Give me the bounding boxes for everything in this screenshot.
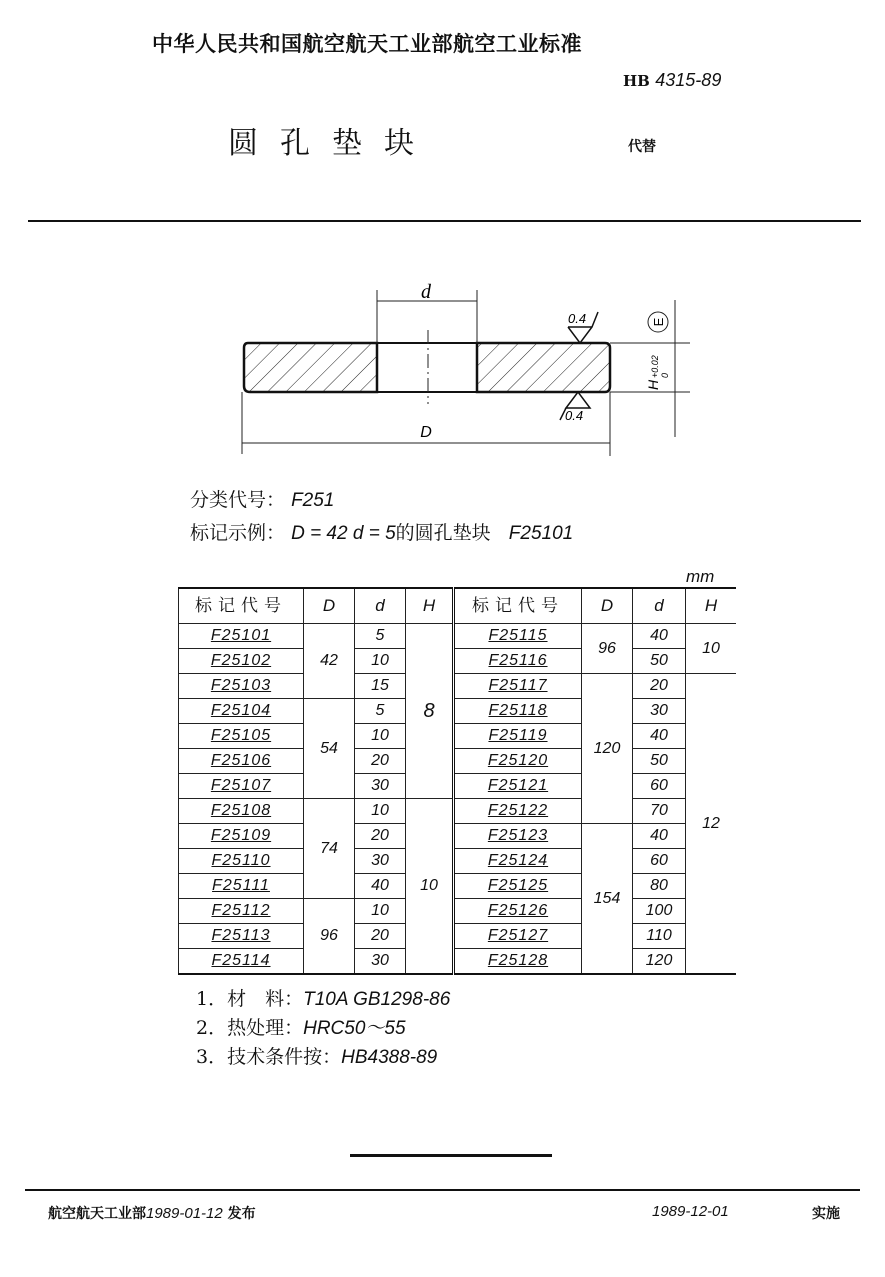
d-cell: 10 — [355, 799, 406, 824]
standard-prefix: HB — [623, 72, 650, 90]
standard-code: 4315-89 — [655, 70, 722, 90]
d-cell: 110 — [633, 924, 686, 949]
code-cell: F25106 — [179, 749, 304, 774]
marking-label: 标记示例： — [190, 522, 286, 544]
classification-label: 分类代号： — [190, 489, 286, 511]
code-cell: F25116 — [454, 649, 582, 674]
code-cell: F25115 — [454, 624, 582, 649]
col-header-H: H — [406, 588, 454, 624]
roughness-bottom-icon — [566, 392, 590, 408]
d-cell: 30 — [355, 849, 406, 874]
table-row — [179, 949, 737, 975]
H-cell: 10 — [686, 624, 737, 674]
table-row — [179, 699, 737, 724]
D-cell: 96 — [582, 624, 633, 674]
d-cell: 60 — [633, 849, 686, 874]
washer-section-drawing — [230, 282, 700, 462]
table-header-row — [179, 588, 737, 624]
marking-dims: D = 42 d = 5 — [291, 523, 396, 544]
unit-label: mm — [686, 567, 715, 586]
H-cell: 12 — [686, 674, 737, 975]
code-cell: F25125 — [454, 874, 582, 899]
header-divider — [28, 220, 861, 222]
col-header-D: D — [582, 588, 633, 624]
H-cell: 10 — [406, 799, 454, 975]
replaces-label: 代替 — [628, 139, 656, 155]
code-cell: F25113 — [179, 924, 304, 949]
svg-text:0: 0 — [660, 372, 670, 378]
d-cell: 30 — [633, 699, 686, 724]
d-cell: 50 — [633, 749, 686, 774]
table-row — [179, 774, 737, 799]
code-cell: F25126 — [454, 899, 582, 924]
table-row — [179, 824, 737, 849]
code-cell: F25101 — [179, 624, 304, 649]
table-row — [179, 924, 737, 949]
code-cell: F25124 — [454, 849, 582, 874]
H-cell: 8 — [406, 624, 454, 799]
d-cell: 40 — [355, 874, 406, 899]
code-cell: F25109 — [179, 824, 304, 849]
issue-date: 1989-01-12 — [146, 1205, 223, 1222]
col-header-H: H — [686, 588, 737, 624]
d-cell: 20 — [355, 824, 406, 849]
issue-info — [48, 1203, 256, 1223]
code-cell: F25112 — [179, 899, 304, 924]
note-material: 1．材 料：T10A GB1298-86 — [196, 988, 451, 1010]
code-cell: F25119 — [454, 724, 582, 749]
d-cell: 10 — [355, 724, 406, 749]
table-row — [179, 899, 737, 924]
bore-dim-label: d — [421, 282, 431, 303]
height-dim-label: H — [645, 379, 661, 390]
svg-text:0.4: 0.4 — [568, 311, 587, 326]
col-header-D: D — [304, 588, 355, 624]
marking-code: F25101 — [508, 523, 574, 544]
d-cell: 40 — [633, 624, 686, 649]
D-cell: 96 — [304, 899, 355, 975]
d-cell: 40 — [633, 724, 686, 749]
d-cell: 40 — [633, 824, 686, 849]
code-cell: F25118 — [454, 699, 582, 724]
table-row — [179, 649, 737, 674]
code-cell: F25128 — [454, 949, 582, 975]
code-cell: F25120 — [454, 749, 582, 774]
document-title: 圆孔垫块 — [228, 126, 436, 161]
issuer: 航空航天工业部 — [48, 1206, 146, 1222]
code-cell: F25105 — [179, 724, 304, 749]
table-row — [179, 799, 737, 824]
technical-notes — [196, 985, 450, 1072]
table-row — [179, 624, 737, 649]
d-cell: 70 — [633, 799, 686, 824]
d-cell: 5 — [355, 699, 406, 724]
classification-code: F251 — [291, 490, 335, 511]
code-cell: F25108 — [179, 799, 304, 824]
d-cell: 80 — [633, 874, 686, 899]
code-cell: F25104 — [179, 699, 304, 724]
table-row — [179, 674, 737, 699]
d-cell: 50 — [633, 649, 686, 674]
d-cell: 30 — [355, 949, 406, 975]
D-cell: 74 — [304, 799, 355, 899]
code-cell: F25107 — [179, 774, 304, 799]
d-cell: 100 — [633, 899, 686, 924]
end-rule — [350, 1154, 552, 1157]
d-cell: 30 — [355, 774, 406, 799]
code-cell: F25102 — [179, 649, 304, 674]
D-cell: 154 — [582, 824, 633, 975]
issue-label: 发布 — [227, 1206, 256, 1222]
d-cell: 20 — [355, 924, 406, 949]
d-cell: 20 — [355, 749, 406, 774]
note-heat-treatment: 2．热处理：HRC50～55 — [196, 1017, 406, 1039]
code-cell: F25127 — [454, 924, 582, 949]
classification-line — [190, 485, 334, 512]
issuing-organization: 中华人民共和国航空航天工业部航空工业标准 — [152, 32, 582, 56]
d-cell: 5 — [355, 624, 406, 649]
outer-dim-label: D — [420, 424, 432, 441]
d-cell: 15 — [355, 674, 406, 699]
standard-number — [623, 70, 721, 91]
code-cell: F25122 — [454, 799, 582, 824]
table-row — [179, 749, 737, 774]
code-cell: F25110 — [179, 849, 304, 874]
spec-table — [178, 587, 736, 975]
d-cell: 120 — [633, 949, 686, 975]
marking-text: 的圆孔垫块 — [395, 522, 491, 544]
marking-example-line — [190, 518, 573, 545]
col-header-d: d — [633, 588, 686, 624]
code-cell: F25111 — [179, 874, 304, 899]
svg-text:0.4: 0.4 — [565, 408, 584, 423]
col-header-code: 标记代号 — [179, 588, 304, 624]
effective-label: 实施 — [812, 1206, 840, 1222]
effective-date: 1989-12-01 — [652, 1203, 729, 1220]
D-cell: 54 — [304, 699, 355, 799]
code-cell: F25114 — [179, 949, 304, 975]
D-cell: 120 — [582, 674, 633, 824]
note-technical-conditions: 3．技术条件按：HB4388-89 — [196, 1046, 438, 1068]
code-cell: F25103 — [179, 674, 304, 699]
d-cell: 20 — [633, 674, 686, 699]
d-cell: 60 — [633, 774, 686, 799]
table-row — [179, 724, 737, 749]
code-cell: F25117 — [454, 674, 582, 699]
col-header-d: d — [355, 588, 406, 624]
code-cell: F25123 — [454, 824, 582, 849]
footer-divider — [25, 1189, 860, 1191]
height-tolerance: +0.02 — [650, 355, 660, 378]
col-header-code: 标记代号 — [454, 588, 582, 624]
d-cell: 10 — [355, 649, 406, 674]
svg-text:E: E — [651, 317, 666, 327]
table-row — [179, 874, 737, 899]
d-cell: 10 — [355, 899, 406, 924]
code-cell: F25121 — [454, 774, 582, 799]
D-cell: 42 — [304, 624, 355, 699]
table-row — [179, 849, 737, 874]
